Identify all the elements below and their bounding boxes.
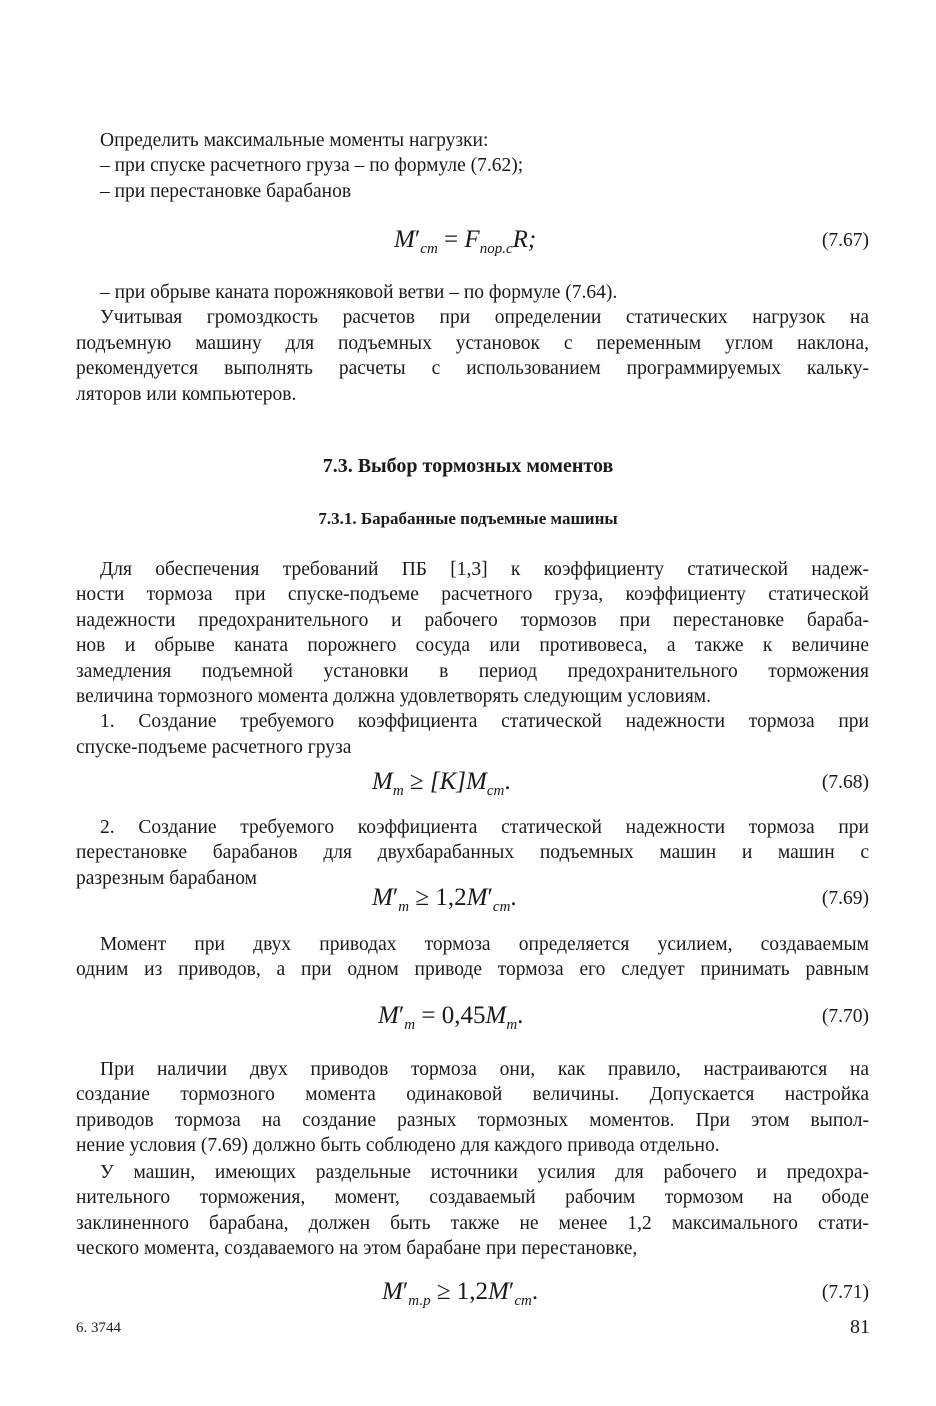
symbol-m: M <box>466 768 487 795</box>
intro-line: Определить максимальные моменты нагрузки: <box>100 130 489 151</box>
subscript: ст <box>420 241 438 257</box>
equation-7-70 <box>76 1002 869 1034</box>
text-line: Для обеспечения требований ПБ [1,3] к коэффициенту статической надеж- <box>100 559 869 580</box>
prime: ′ <box>402 1278 409 1305</box>
coefficient: 1,2 <box>456 1278 489 1305</box>
text-line: нов и обрыве каната порожнего сосуда или противовеса, а также к величине <box>76 635 869 657</box>
prime: ′ <box>414 226 421 253</box>
symbol-m: M <box>382 1278 403 1305</box>
operator: = <box>415 1002 442 1029</box>
symbol-m: M <box>378 1002 399 1029</box>
text-line: одним из приводов, а при одном приводе тормоза его следует принимать равным <box>76 959 869 981</box>
page-number: 81 <box>850 1316 870 1338</box>
operator: ≥ <box>409 884 436 911</box>
intro-block <box>76 128 869 204</box>
text-line: перестановке барабанов для двухбарабанных подъемных машин и машин с <box>76 842 869 864</box>
subscript: ст <box>486 783 505 799</box>
equation-number: (7.67) <box>821 230 869 251</box>
equation-7-69 <box>76 884 869 916</box>
intro-line: – при спуске расчетного груза – по формуле (7.62); <box>100 155 524 177</box>
paragraph <box>76 280 869 407</box>
symbol-m: M <box>372 884 393 911</box>
text-line: У машин, имеющих раздельные источники усилия для рабочего и предохра- <box>100 1162 869 1183</box>
text-line: приводов тормоза на создание разных тормозных моментов. При этом выпол- <box>76 1109 869 1131</box>
symbol-m: M <box>466 884 488 911</box>
period: . <box>510 884 517 911</box>
paragraph <box>76 1057 869 1159</box>
text-line: Учитывая громоздкость расчетов при определении статических нагрузок на <box>100 307 869 329</box>
text-line: ности тормоза при спуске-подъеме расчетного груза, коэффициенту статической <box>76 584 869 606</box>
intro-line: – при перестановке барабанов <box>100 180 352 202</box>
subscript: т <box>404 1017 416 1033</box>
coefficient: 0,45 <box>441 1002 486 1029</box>
operator: ≥ <box>430 1278 457 1305</box>
equation-7-68 <box>76 768 869 800</box>
paragraph <box>76 815 869 891</box>
subsection-title: 7.3.1. Барабанные подъемные машины <box>318 509 618 528</box>
formula <box>394 226 536 258</box>
symbol-m: M <box>394 226 415 253</box>
paragraph <box>76 557 869 760</box>
text-line: рекомендуется выполнять расчеты с использованием программируемых кальку- <box>76 358 869 380</box>
symbol-r: R; <box>512 226 537 253</box>
symbol-m: M <box>372 768 393 795</box>
equation-number: (7.70) <box>821 1006 869 1027</box>
subscript: ст <box>514 1293 532 1309</box>
text-line: подъемную машину для подъемных установок с переменным углом наклона, <box>76 332 869 354</box>
symbol-k: [K] <box>429 768 467 795</box>
period: . <box>531 1278 539 1305</box>
paragraph <box>76 1160 869 1262</box>
text-line: величина тормозного момента должна удовлетворять следующим условиям. <box>76 686 712 708</box>
text-line: нение условия (7.69) должно быть соблюдено для каждого привода отдельно. <box>76 1135 720 1157</box>
prime: ′ <box>392 884 399 911</box>
text-line: надежности предохранительного и рабочего тормозов при перестановке бараба- <box>76 609 869 631</box>
formula <box>372 884 517 916</box>
text-line: разрезным барабаном <box>76 867 257 889</box>
subscript: т.р <box>408 1293 431 1309</box>
paragraph <box>76 932 869 983</box>
text-line: спуске-подъеме расчетного груза <box>76 736 352 758</box>
equation-7-67 <box>76 226 869 258</box>
formula <box>372 768 511 800</box>
prime: ′ <box>487 884 493 911</box>
symbol-m: M <box>488 1278 509 1305</box>
text-line: 1. Создание требуемого коэффициента статической надежности тормоза при <box>100 711 869 733</box>
subscript: т <box>392 783 404 799</box>
section-title: 7.3. Выбор тормозных моментов <box>322 455 614 477</box>
text-line: заклиненного барабана, должен быть также не менее 1,2 максимального стати- <box>76 1212 869 1234</box>
text-line: нительного торможения, момент, создаваемый рабочим тормозом на ободе <box>76 1187 869 1209</box>
prime: ′ <box>508 1278 515 1305</box>
subscript: ст <box>492 899 511 915</box>
text-line: ляторов или компьютеров. <box>76 383 297 405</box>
equation-7-71 <box>76 1278 869 1310</box>
period: . <box>517 1002 524 1029</box>
operator: ≥ <box>403 768 430 795</box>
prime: ′ <box>398 1002 405 1029</box>
text-line: ческого момента, создаваемого на этом барабане при перестановке, <box>76 1238 638 1260</box>
period: . <box>504 768 511 795</box>
formula <box>378 1002 523 1034</box>
text-line: создание тормозного момента одинаковой величины. Допускается настройка <box>76 1084 869 1106</box>
subscript: т <box>398 899 410 915</box>
symbol-m: M <box>485 1002 507 1029</box>
equation-number: (7.68) <box>821 772 869 793</box>
coefficient: 1,2 <box>435 884 467 911</box>
operator: = <box>437 226 465 253</box>
equation-number: (7.69) <box>821 888 869 909</box>
printer-signature: 6. 3744 <box>76 1320 121 1336</box>
text-line: – при обрыве каната порожняковой ветви – по формуле (7.64). <box>100 282 618 303</box>
text-line: При наличии двух приводов тормоза они, как правило, настраиваются на <box>100 1059 869 1080</box>
symbol-f: F <box>464 226 480 253</box>
text-line: Момент при двух приводах тормоза определяется усилием, создаваемым <box>100 934 869 955</box>
subscript: т <box>506 1017 518 1033</box>
text-line: 2. Создание требуемого коэффициента статической надежности тормоза при <box>100 817 869 838</box>
formula <box>382 1278 538 1310</box>
subscript: пор.с <box>479 241 513 257</box>
equation-number: (7.71) <box>821 1282 869 1303</box>
text-line: замедления подъемной установки в период предохранительного торможения <box>76 660 869 682</box>
